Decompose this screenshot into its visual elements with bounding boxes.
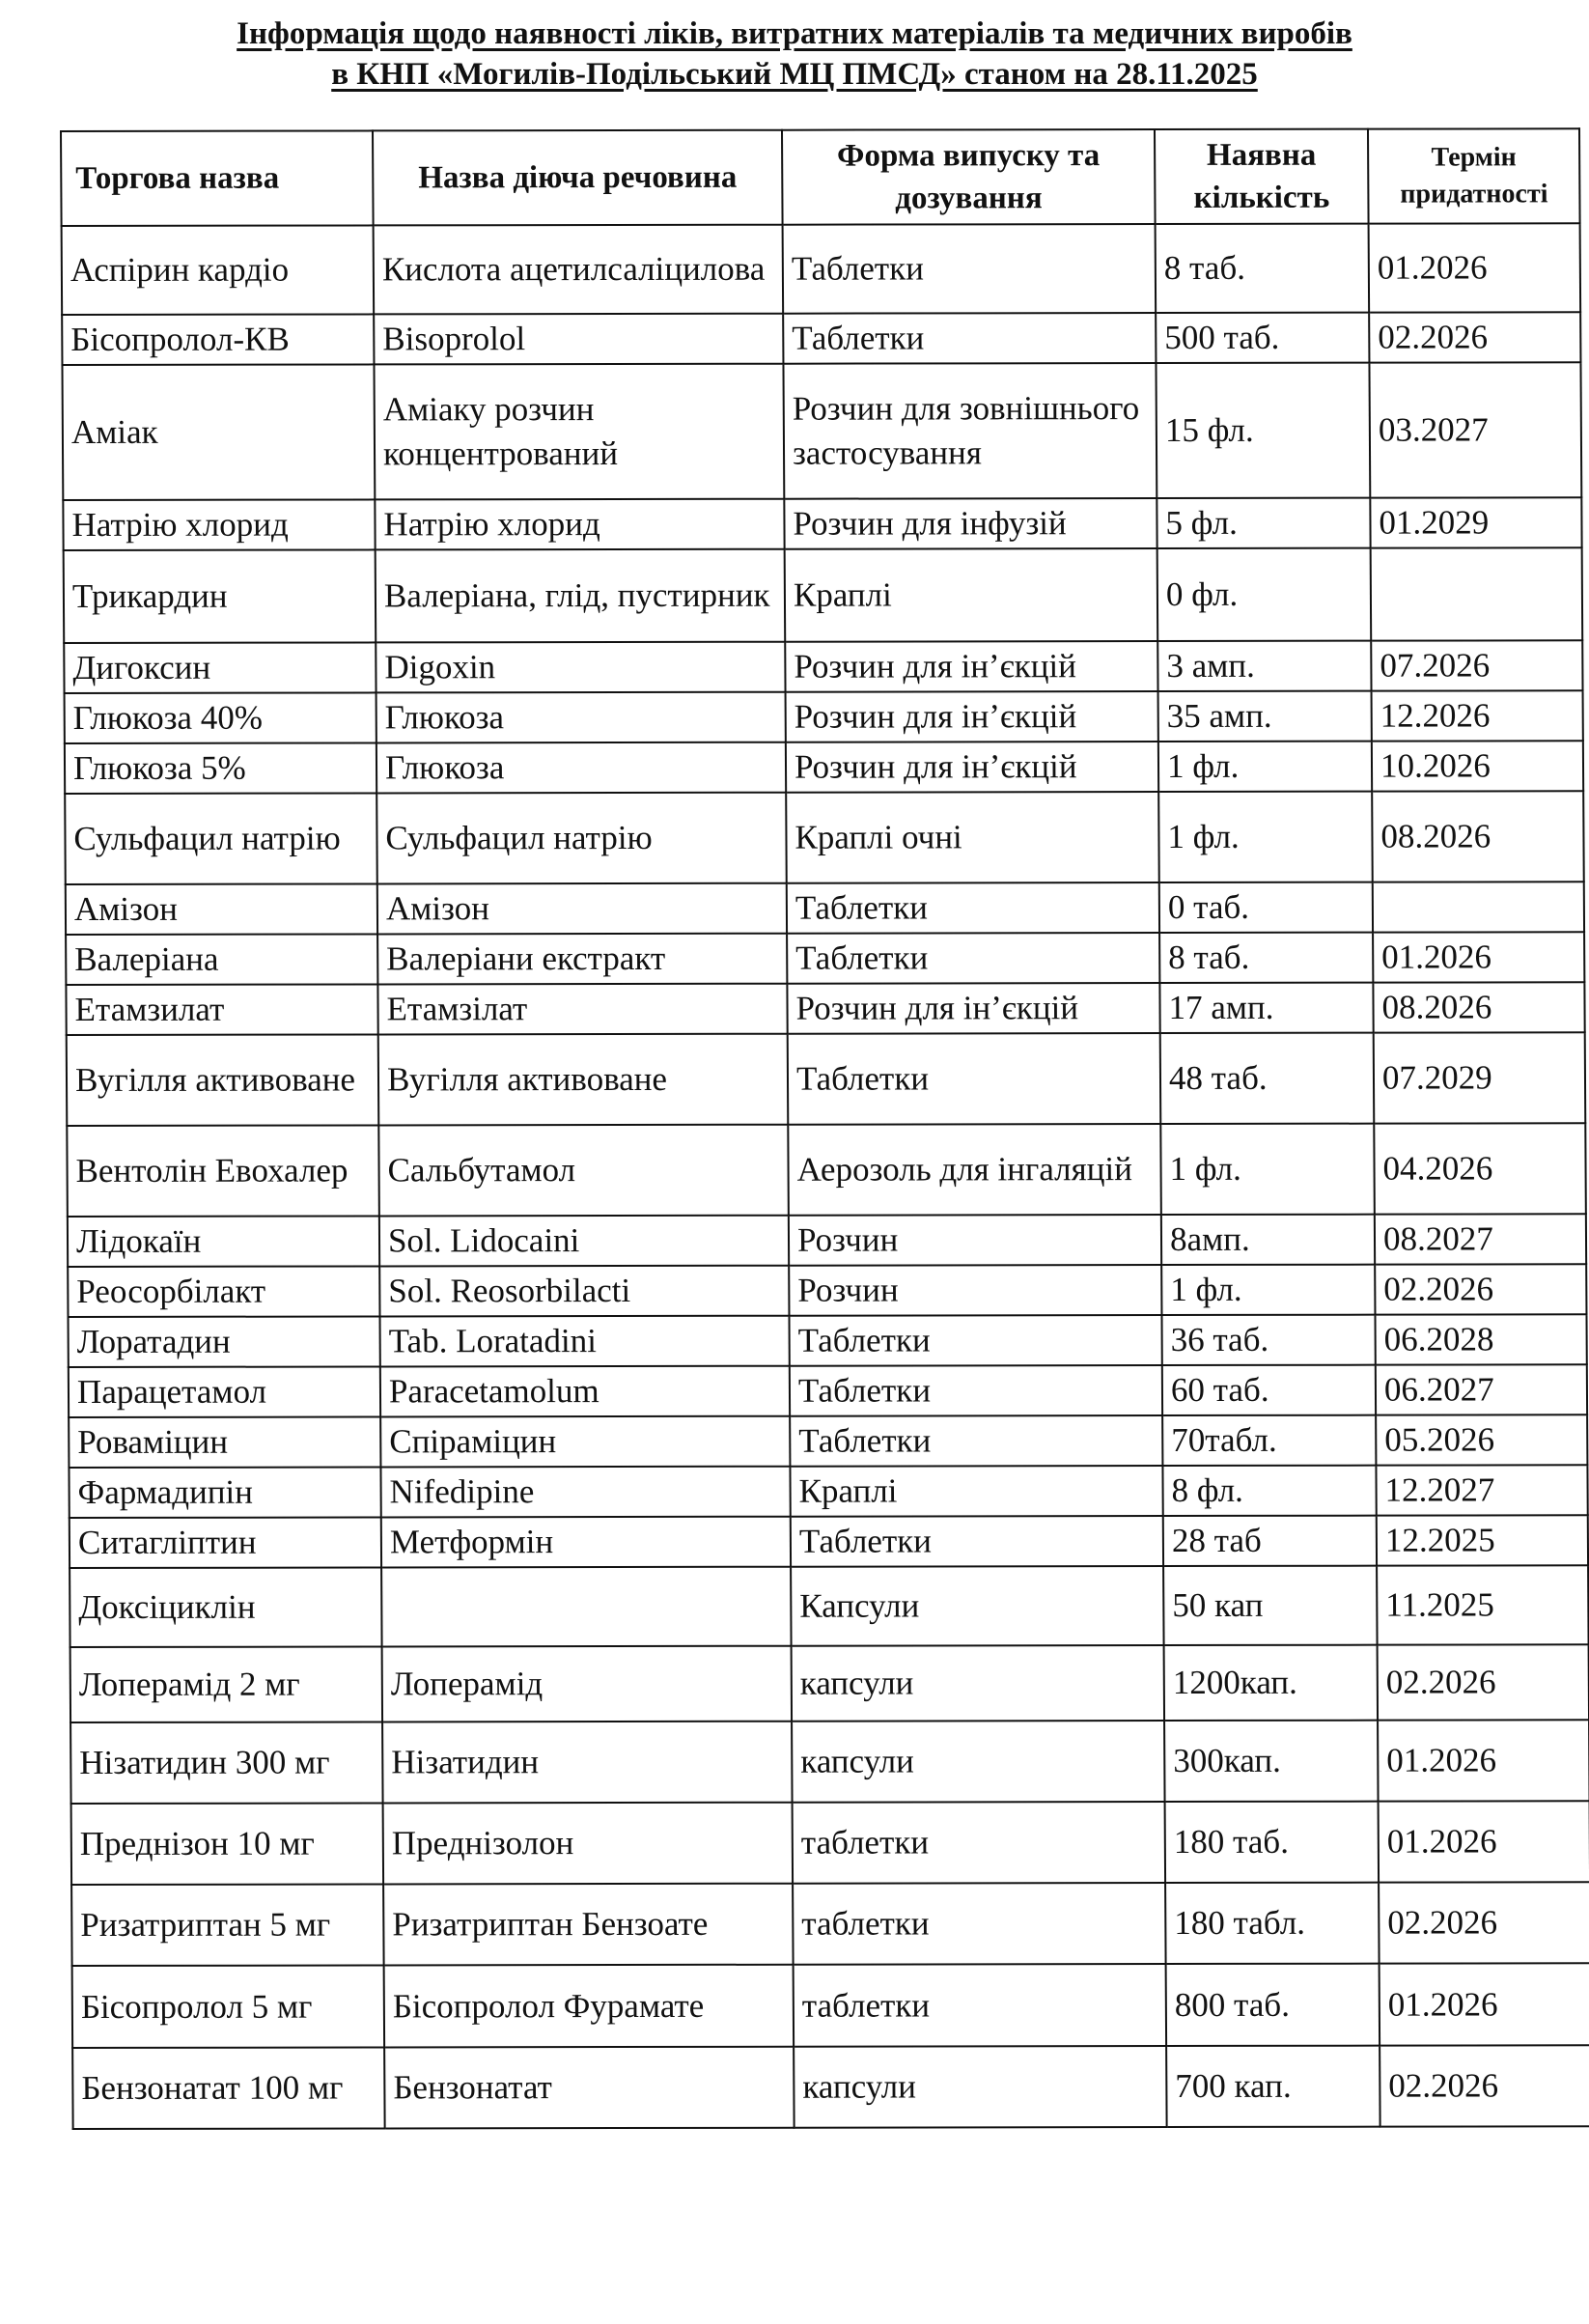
title-line-2: в КНП «Могилів-Подільський МЦ ПМСД» станом на 28.11.2025: [331, 57, 1258, 92]
quantity-cell: 35 амп.: [1158, 691, 1372, 742]
quantity-cell: 1 фл.: [1158, 742, 1372, 792]
header-trade-name: Торгова назва: [61, 130, 374, 226]
table-row: [70, 1720, 1589, 1804]
form-cell: Краплі: [785, 548, 1158, 642]
quantity-cell: 500 таб.: [1156, 313, 1369, 363]
table-row: [69, 1465, 1587, 1518]
quantity-cell: 28 таб: [1163, 1516, 1377, 1566]
active-substance-cell: Етамзілат: [377, 984, 787, 1035]
active-substance-cell: Валеріана, глід, пустирник: [376, 549, 786, 643]
expiry-cell: 08.2027: [1375, 1214, 1586, 1264]
table-row: [69, 1364, 1587, 1417]
active-substance-cell: Sol. Reosorbilacti: [379, 1266, 789, 1317]
form-cell: Розчин: [789, 1265, 1161, 1316]
active-substance-cell: Нізатидин: [382, 1722, 793, 1804]
quantity-cell: 8 фл.: [1162, 1466, 1376, 1516]
form-cell: Таблетки: [788, 1033, 1161, 1125]
expiry-cell: [1371, 547, 1583, 640]
quantity-cell: 3 амп.: [1157, 641, 1371, 691]
quantity-cell: 50 кап: [1163, 1566, 1377, 1645]
title-line-1: Інформація щодо наявності ліків, витратних матеріалів та медичних виробів: [237, 16, 1352, 51]
quantity-cell: 180 таб.: [1165, 1802, 1380, 1883]
expiry-cell: 12.2025: [1377, 1515, 1588, 1565]
table-row: [65, 741, 1583, 794]
trade-name-cell: Аміак: [62, 364, 375, 500]
active-substance-cell: Sol. Lidocaini: [379, 1216, 789, 1267]
form-cell: Розчин для інфузій: [784, 498, 1157, 549]
expiry-cell: 12.2026: [1372, 690, 1583, 741]
table-row: [63, 497, 1581, 550]
quantity-cell: 0 фл.: [1157, 548, 1372, 641]
expiry-cell: 01.2029: [1370, 497, 1581, 547]
document-title: [0, 14, 1589, 95]
trade-name-cell: Ситагліптин: [70, 1517, 381, 1568]
expiry-cell: 11.2025: [1377, 1565, 1588, 1644]
trade-name-cell: Ризатриптан 5 мг: [71, 1884, 384, 1966]
trade-name-cell: Преднізон 10 мг: [71, 1803, 384, 1885]
form-cell: Таблетки: [787, 882, 1159, 934]
active-substance-cell: Глюкоза: [376, 692, 786, 743]
active-substance-cell: Натрію хлорид: [375, 499, 784, 550]
expiry-cell: 02.2026: [1375, 1264, 1586, 1314]
expiry-cell: 10.2026: [1372, 741, 1583, 791]
expiry-cell: 05.2026: [1376, 1414, 1587, 1465]
quantity-cell: 180 табл.: [1165, 1883, 1380, 1964]
trade-name-cell: Нізатидин 300 мг: [70, 1722, 383, 1804]
trade-name-cell: Вентолін Евохалер: [67, 1125, 379, 1217]
table-row: [62, 362, 1581, 500]
quantity-cell: 8 таб.: [1159, 933, 1373, 983]
quantity-cell: 1 фл.: [1161, 1265, 1375, 1315]
trade-name-cell: Валеріана: [66, 934, 377, 985]
header-quantity: Наявна кількість: [1155, 129, 1369, 224]
active-substance-cell: Paracetamolum: [380, 1366, 790, 1417]
expiry-cell: 02.2026: [1369, 312, 1580, 362]
expiry-cell: 01.2026: [1373, 932, 1584, 982]
table-row: [65, 690, 1583, 743]
table-row: [67, 1032, 1586, 1126]
form-cell: Таблетки: [789, 1315, 1161, 1366]
form-cell: Таблетки: [787, 933, 1159, 984]
quantity-cell: 36 таб.: [1161, 1315, 1375, 1365]
trade-name-cell: Натрію хлорид: [63, 499, 375, 550]
trade-name-cell: Аспірин кардіо: [62, 225, 375, 315]
expiry-cell: 12.2027: [1376, 1465, 1587, 1515]
table-row: [66, 882, 1584, 935]
active-substance-cell: [381, 1567, 791, 1647]
expiry-cell: 02.2026: [1380, 2045, 1589, 2126]
quantity-cell: 5 фл.: [1157, 498, 1370, 548]
active-substance-cell: Ризатриптан Бензоате: [383, 1884, 794, 1966]
table-row: [62, 312, 1580, 365]
trade-name-cell: Роваміцин: [69, 1416, 380, 1468]
form-cell: Розчин для ін’єкцій: [786, 742, 1158, 793]
form-cell: Капсули: [791, 1566, 1163, 1646]
expiry-cell: 01.2026: [1380, 1963, 1589, 2045]
table-row: [66, 982, 1584, 1035]
form-cell: таблетки: [793, 1883, 1166, 1965]
expiry-cell: 03.2027: [1369, 362, 1581, 497]
table-row: [70, 1515, 1588, 1568]
expiry-cell: 02.2026: [1378, 1644, 1589, 1720]
trade-name-cell: Лідокаїн: [68, 1216, 379, 1267]
quantity-cell: 60 таб.: [1162, 1365, 1376, 1415]
active-substance-cell: Бензонатат: [384, 2047, 794, 2129]
header-expiry: Термін придатності: [1368, 128, 1580, 223]
form-cell: Таблетки: [790, 1365, 1162, 1416]
quantity-cell: 17 амп.: [1159, 983, 1373, 1033]
expiry-cell: 04.2026: [1374, 1123, 1586, 1214]
form-cell: капсули: [792, 1645, 1164, 1722]
expiry-cell: 07.2026: [1371, 640, 1582, 690]
table-row: [72, 1963, 1589, 2048]
active-substance-cell: Сульфацил натрію: [376, 793, 787, 884]
expiry-cell: [1373, 882, 1584, 932]
quantity-cell: 8 таб.: [1156, 224, 1370, 313]
quantity-cell: 700 кап.: [1166, 2046, 1380, 2127]
expiry-cell: 08.2026: [1372, 791, 1584, 882]
expiry-cell: 08.2026: [1373, 982, 1584, 1032]
table-header-row: [61, 128, 1580, 226]
quantity-cell: 0 таб.: [1159, 882, 1373, 933]
active-substance-cell: Валеріани екстракт: [377, 934, 787, 985]
expiry-cell: 06.2027: [1376, 1364, 1587, 1414]
active-substance-cell: Спіраміцин: [380, 1416, 790, 1468]
table-row: [71, 1882, 1589, 1966]
active-substance-cell: Амізон: [377, 883, 787, 935]
active-substance-cell: Бісопролол Фурамате: [384, 1965, 794, 2048]
trade-name-cell: Етамзилат: [66, 984, 377, 1035]
trade-name-cell: Дигоксин: [64, 642, 376, 693]
quantity-cell: 300кап.: [1164, 1721, 1379, 1802]
active-substance-cell: Tab. Loratadini: [380, 1316, 790, 1367]
trade-name-cell: Фармадипін: [69, 1467, 380, 1518]
quantity-cell: 1 фл.: [1160, 1124, 1375, 1215]
active-substance-cell: Метформін: [381, 1517, 791, 1568]
trade-name-cell: Реосорбілакт: [68, 1266, 379, 1317]
expiry-cell: 01.2026: [1378, 1720, 1589, 1801]
quantity-cell: 70табл.: [1162, 1415, 1376, 1466]
table-row: [68, 1264, 1586, 1317]
form-cell: Розчин: [789, 1215, 1161, 1266]
active-substance-cell: Сальбутамол: [378, 1125, 789, 1217]
table-row: [69, 1414, 1587, 1468]
trade-name-cell: Глюкоза 5%: [65, 742, 376, 794]
expiry-cell: 07.2029: [1374, 1032, 1586, 1123]
form-cell: Краплі: [790, 1466, 1162, 1517]
quantity-cell: 48 таб.: [1160, 1033, 1375, 1124]
inventory-table: [60, 127, 1589, 2130]
form-cell: Аерозоль для інгаляцій: [788, 1124, 1161, 1216]
table-row: [64, 640, 1582, 693]
active-substance-cell: Преднізолон: [383, 1803, 794, 1885]
active-substance-cell: Bisoprolol: [374, 314, 783, 365]
trade-name-cell: Вугілля активоване: [67, 1034, 379, 1126]
header-active-substance: Назва діюча речовина: [373, 130, 783, 226]
trade-name-cell: Трикардин: [64, 549, 376, 643]
form-cell: Таблетки: [783, 224, 1157, 314]
trade-name-cell: Доксіциклін: [70, 1567, 381, 1647]
table-row: [67, 1123, 1586, 1217]
table-row: [65, 791, 1584, 884]
trade-name-cell: Глюкоза 40%: [65, 692, 376, 743]
table-row: [70, 1644, 1589, 1722]
active-substance-cell: Digoxin: [376, 642, 785, 693]
table-row: [62, 223, 1581, 315]
form-cell: таблетки: [794, 1964, 1167, 2047]
expiry-cell: 01.2026: [1369, 223, 1581, 312]
table-row: [71, 1801, 1589, 1885]
table-row: [72, 2045, 1589, 2129]
trade-name-cell: Бензонатат 100 мг: [72, 2047, 385, 2129]
quantity-cell: 1 фл.: [1158, 792, 1373, 882]
form-cell: Розчин для ін’єкцій: [787, 983, 1159, 1034]
active-substance-cell: Кислота ацетилсаліцилова: [374, 225, 784, 315]
table-row: [66, 932, 1584, 985]
trade-name-cell: Бісопролол-КВ: [62, 314, 374, 365]
quantity-cell: 15 фл.: [1156, 363, 1370, 498]
table-row: [69, 1314, 1587, 1367]
quantity-cell: 8амп.: [1161, 1215, 1375, 1265]
form-cell: Розчин для ін’єкцій: [785, 641, 1157, 692]
table-row: [70, 1565, 1588, 1647]
active-substance-cell: Аміаку розчин концентрований: [374, 364, 784, 500]
form-cell: таблетки: [793, 1802, 1166, 1884]
expiry-cell: 06.2028: [1375, 1314, 1586, 1364]
trade-name-cell: Парацетамол: [69, 1366, 380, 1417]
table-row: [64, 547, 1583, 643]
form-cell: Таблетки: [791, 1516, 1163, 1567]
trade-name-cell: Лоперамід 2 мг: [70, 1646, 382, 1722]
active-substance-cell: Лоперамід: [382, 1646, 792, 1722]
header-form-dosage: Форма випуску та дозування: [782, 129, 1156, 225]
quantity-cell: 800 таб.: [1166, 1964, 1380, 2046]
form-cell: Краплі очні: [786, 792, 1159, 883]
form-cell: капсули: [794, 2046, 1167, 2128]
expiry-cell: 01.2026: [1379, 1801, 1589, 1882]
trade-name-cell: Сульфацил натрію: [65, 793, 377, 884]
trade-name-cell: Бісопролол 5 мг: [72, 1965, 385, 2048]
form-cell: Таблетки: [790, 1415, 1162, 1467]
table-row: [68, 1214, 1586, 1267]
trade-name-cell: Амізон: [66, 883, 377, 935]
table-body: [62, 223, 1589, 2129]
trade-name-cell: Лоратадин: [69, 1316, 380, 1367]
active-substance-cell: Вугілля активоване: [378, 1034, 789, 1126]
form-cell: Розчин для ін’єкцій: [786, 691, 1158, 742]
form-cell: Розчин для зовнішнього застосування: [783, 363, 1157, 499]
active-substance-cell: Nifedipine: [380, 1467, 790, 1518]
active-substance-cell: Глюкоза: [376, 742, 786, 794]
form-cell: капсули: [792, 1721, 1165, 1803]
expiry-cell: 02.2026: [1379, 1882, 1589, 1963]
quantity-cell: 1200кап.: [1164, 1645, 1378, 1721]
form-cell: Таблетки: [783, 313, 1156, 364]
